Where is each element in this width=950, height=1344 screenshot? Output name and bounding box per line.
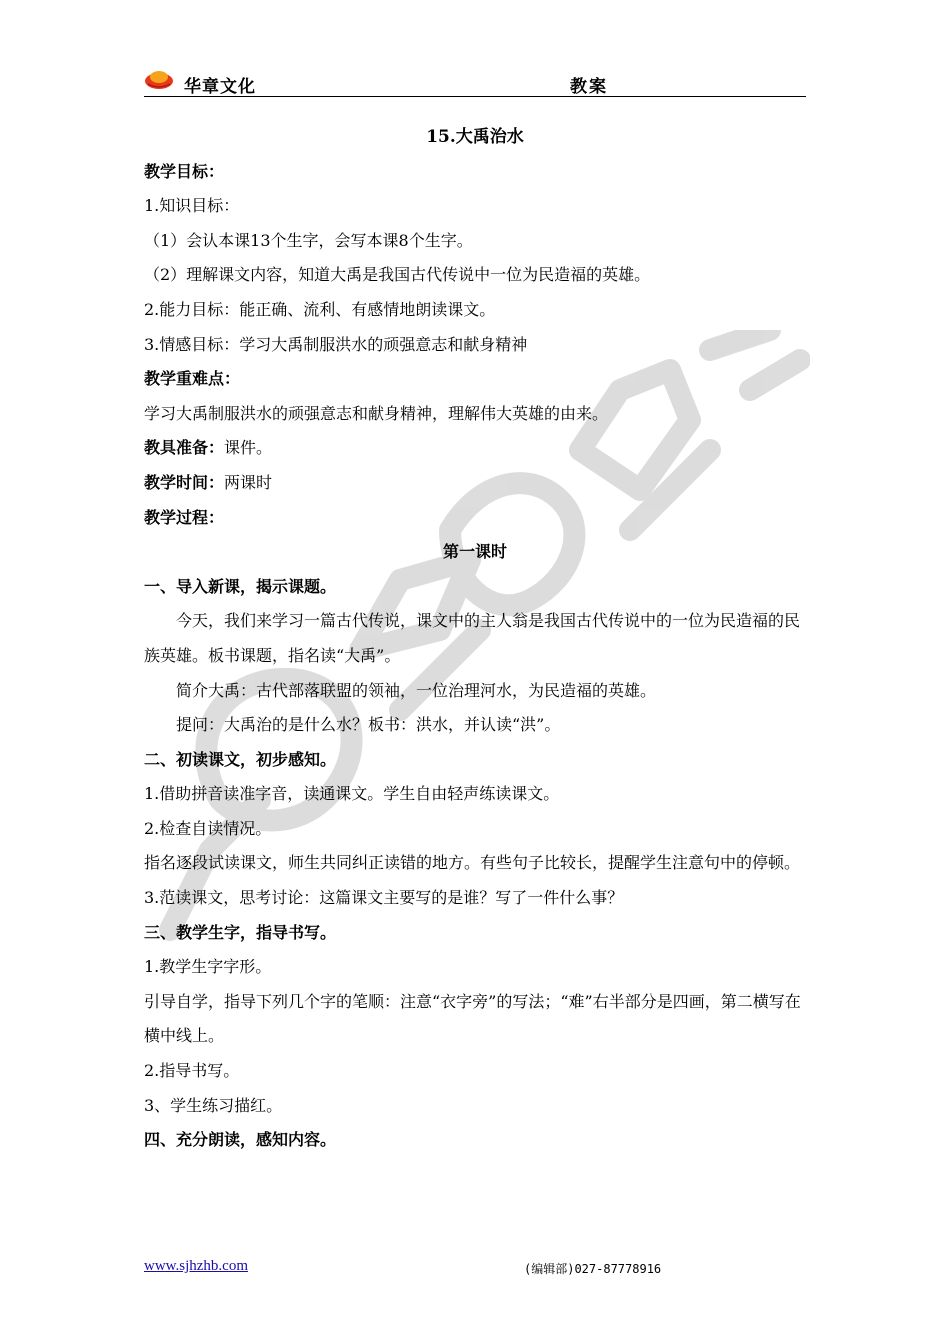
section-heading: 教学目标： — [144, 161, 225, 181]
page-header — [144, 66, 806, 97]
text-line: （1）会认本课13个生字，会写本课8个生字。 — [144, 230, 473, 250]
text-line — [144, 466, 806, 501]
paragraph: 引导自学，指导下列几个字的笔顺：注意“衣字旁”的写法；“难”右半部分是四画，第二横写在横中线上。 — [144, 991, 801, 1046]
website-link[interactable]: www.sjhzhb.com — [144, 1258, 249, 1274]
text-line: 1.借助拼音读准字音，读通课文。学生自由轻声练读课文。 — [144, 784, 560, 804]
field-label: 教具准备： — [144, 438, 225, 458]
document-type: 教案 — [570, 77, 608, 97]
text-line: 2.指导书写。 — [144, 1061, 240, 1081]
section-heading: 二、初读课文，初步感知。 — [144, 749, 337, 769]
section-heading: 教学重难点： — [144, 369, 241, 389]
field-value: 课件。 — [224, 438, 273, 458]
text-line: 1.知识目标： — [144, 196, 240, 216]
lesson-heading: 第一课时 — [442, 542, 507, 562]
field-label: 教学时间： — [144, 472, 225, 492]
text-line: （2）理解课文内容，知道大禹是我国古代传说中一位为民造福的英雄。 — [144, 265, 651, 285]
text-line: 学习大禹制服洪水的顽强意志和献身精神，理解伟大英雄的由来。 — [144, 403, 609, 423]
paragraph: 今天，我们来学习一篇古代传说，课文中的主人翁是我国古代传说中的一位为民造福的民族英雄。板书课题，指名读“大禹”。 — [144, 611, 801, 665]
brand-name: 华章文化 — [184, 77, 256, 97]
section-heading: 一、导入新课，揭示课题。 — [144, 576, 337, 596]
contact-phone: (编辑部)027-87778916 — [524, 1262, 662, 1276]
text-line: 2.能力目标：能正确、流利、有感情地朗读课文。 — [144, 299, 496, 319]
document-body — [144, 120, 806, 1158]
paragraph: 简介大禹：古代部落联盟的领袖，一位治理河水，为民造福的英雄。 — [176, 680, 657, 700]
text-line: 2.检查自读情况。 — [144, 818, 272, 838]
field-value: 两课时 — [224, 472, 273, 492]
section-heading: 三、教学生字，指导书写。 — [144, 922, 337, 942]
text-line: 3.范读课文，思考讨论：这篇课文主要写的是谁？写了一件什么事？ — [144, 888, 624, 908]
text-line: 1.教学生字字形。 — [144, 957, 272, 977]
section-heading: 四、充分朗读，感知内容。 — [144, 1130, 337, 1150]
paragraph: 提问：大禹治的是什么水？板书：洪水，并认读“洪”。 — [176, 715, 561, 735]
paragraph: 指名逐段试读课文，师生共同纠正读错的地方。有些句子比较长，提醒学生注意句中的停顿。 — [144, 853, 801, 873]
document-title: 15.大禹治水 — [426, 127, 524, 147]
text-line — [144, 431, 806, 466]
text-line: 3.情感目标：学习大禹制服洪水的顽强意志和献身精神 — [144, 334, 528, 354]
section-heading: 教学过程： — [144, 507, 225, 527]
text-line: 3、学生练习描红。 — [144, 1095, 283, 1115]
brand-logo-icon — [144, 68, 174, 90]
